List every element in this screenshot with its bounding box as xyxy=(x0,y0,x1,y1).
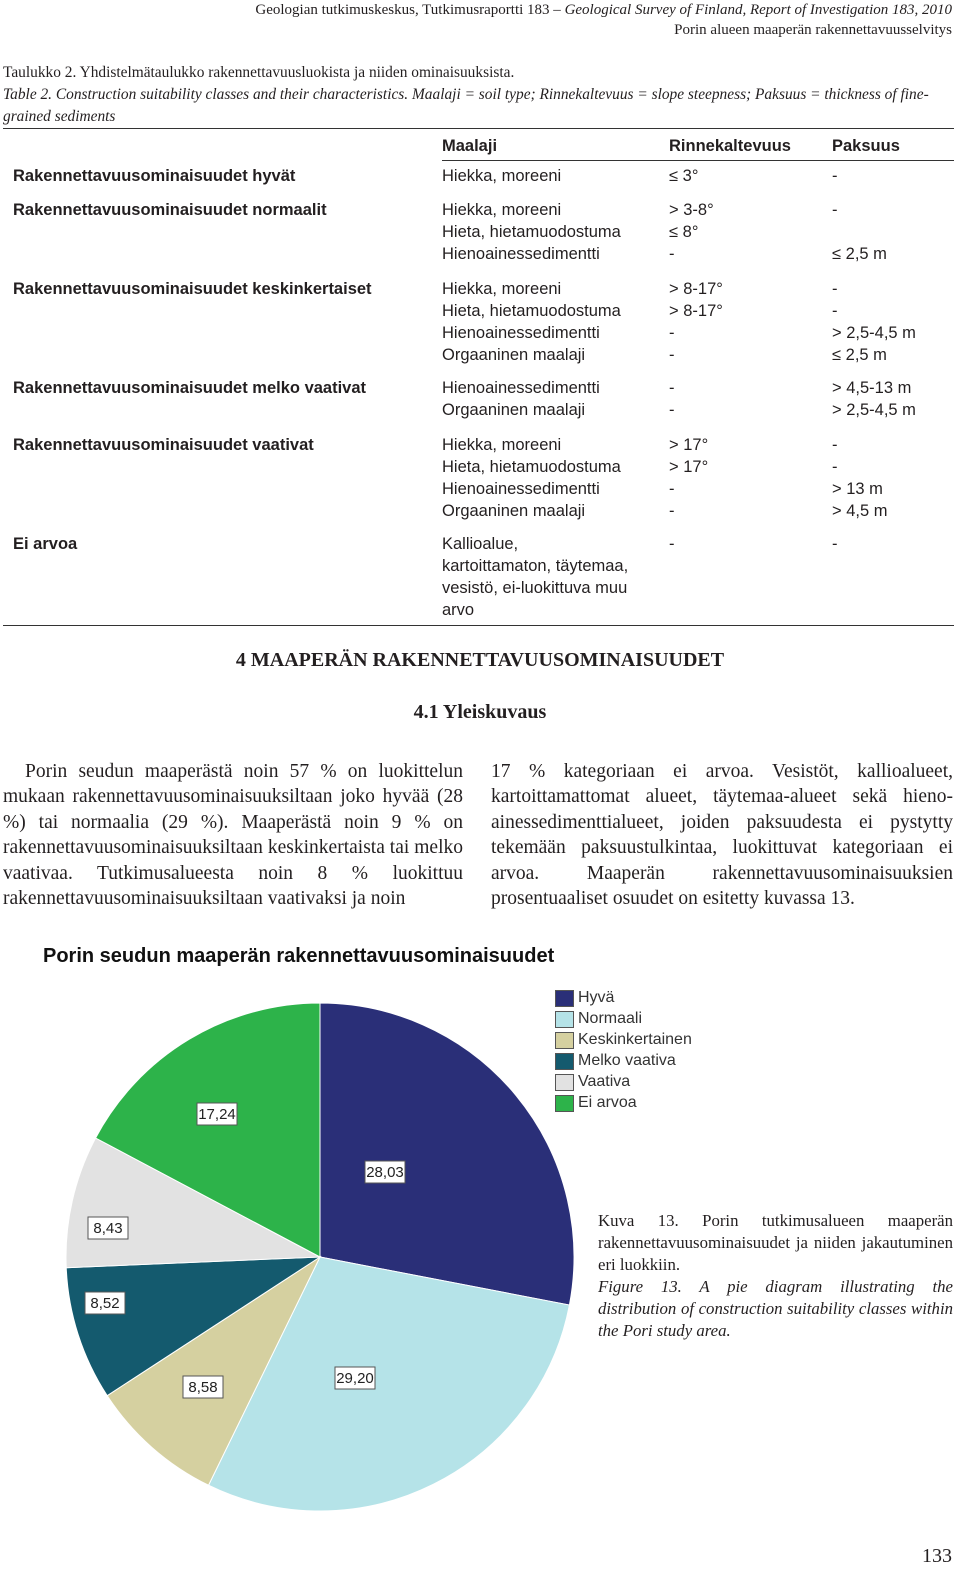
table-cell-soil: Kallioalue, kartoittamaton, täytemaa, vesistö, ei-luokittuva muu arvo xyxy=(442,535,629,619)
pie-data-label xyxy=(197,1103,237,1125)
figure-caption-en: Figure 13. A pie diagram illustrating the distribution of construction suitability classes within the Pori study area. xyxy=(598,1277,953,1340)
pie-data-label-text: 17,24 xyxy=(198,1106,236,1123)
table-cell-soil: Hieta, hietamuodostuma xyxy=(442,458,621,476)
table-class-label: Rakennettavuusominaisuudet normaalit xyxy=(13,201,327,219)
table-cell-slope: - xyxy=(669,324,675,342)
legend-swatch xyxy=(555,990,574,1007)
pie-data-label-text: 8,43 xyxy=(93,1220,123,1237)
section-title: 4 MAAPERÄN RAKENNETTAVUUSOMINAISUUDET xyxy=(235,649,725,671)
table-cell-slope: - xyxy=(669,379,675,397)
table-cell-soil: Hiekka, moreeni xyxy=(442,280,562,298)
table-cell-slope: - xyxy=(669,535,675,553)
figure-caption-fi: Kuva 13. Porin tutkimusalueen maaperän rakennettavuusominaisuudet ja niiden jakautuminen eri luokkiin. xyxy=(598,1211,953,1274)
table-class-label: Ei arvoa xyxy=(13,535,78,553)
subsection-title: 4.1 Yleiskuvaus xyxy=(413,701,547,723)
legend-label: Hyvä xyxy=(578,989,615,1006)
header-rule xyxy=(442,160,954,161)
table-cell-slope: ≤ 8° xyxy=(669,223,699,241)
running-head-title: Porin alueen maaperän rakennettavuusselvitys xyxy=(674,22,952,38)
legend-swatch xyxy=(555,1011,574,1028)
legend-swatch xyxy=(555,1053,574,1070)
legend-label: Ei arvoa xyxy=(578,1094,637,1111)
table-cell-thickness: - xyxy=(832,201,838,219)
table-header-slope: Rinnekaltevuus xyxy=(669,137,791,155)
table-cell-slope: > 8-17° xyxy=(669,302,723,320)
table-cell-slope: > 3-8° xyxy=(669,201,714,219)
pie-data-label xyxy=(365,1161,405,1183)
legend-label: Normaali xyxy=(578,1010,643,1027)
table-cell-slope: > 17° xyxy=(669,436,709,454)
body-text-right: 17 % kategoriaan ei arvoa. Vesistöt, kallioalueet, kartoittamattomat alueet, täytemaa-alueet sekä hieno-ainessedimenttialueet, joiden paksuudesta ei pystytty tekemään paksuustulkintaa, luokittuvat kategoriaan ei arvoa. Maaperän rakennettavuusominaisuuksien prosentuaaliset osuudet on esitetty kuvassa 13. xyxy=(491,761,953,910)
table-cell-slope: - xyxy=(669,245,675,263)
legend-label: Keskinkertainen xyxy=(578,1031,692,1048)
table-cell-slope: - xyxy=(669,401,675,419)
legend-swatch xyxy=(555,1095,574,1112)
figure-caption xyxy=(598,1210,953,1342)
table-class-label: Rakennettavuusominaisuudet melko vaativat xyxy=(13,379,367,397)
page-number: 133 xyxy=(922,1545,952,1567)
table-cell-soil: Orgaaninen maalaji xyxy=(442,401,586,419)
table-cell-soil: Hiekka, moreeni xyxy=(442,167,562,185)
table-cell-soil: Hienoainessedimentti xyxy=(442,379,600,397)
table-cell-thickness: ≤ 2,5 m xyxy=(832,346,887,364)
table-cell-thickness: > 13 m xyxy=(832,480,883,498)
table-header-thickness: Paksuus xyxy=(832,137,900,155)
table-cell-thickness: > 2,5-4,5 m xyxy=(832,401,916,419)
table-cell-soil: Hieta, hietamuodostuma xyxy=(442,223,621,241)
table-caption xyxy=(3,62,953,128)
table-cell-thickness: > 4,5 m xyxy=(832,502,888,520)
table-cell-thickness: > 2,5-4,5 m xyxy=(832,324,916,342)
table-class-label: Rakennettavuusominaisuudet vaativat xyxy=(13,436,314,454)
table-class-label: Rakennettavuusominaisuudet keskinkertaiset xyxy=(13,280,372,298)
table-cell-soil: Hienoainessedimentti xyxy=(442,480,600,498)
table-cell-soil: Hiekka, moreeni xyxy=(442,436,562,454)
running-head-publisher: Geologian tutkimuskeskus, Tutkimusraportti 183 – xyxy=(255,2,565,18)
table-cell-thickness: - xyxy=(832,302,838,320)
running-head-series: Geological Survey of Finland, Report of Investigation 183, 2010 xyxy=(564,2,952,18)
table-cell-soil: Hiekka, moreeni xyxy=(442,201,562,219)
table-cell-soil: Hienoainessedimentti xyxy=(442,324,600,342)
pie-data-label xyxy=(183,1376,223,1398)
pie-data-label xyxy=(88,1217,128,1239)
table-cell-thickness: - xyxy=(832,280,838,298)
table-caption-fi: Taulukko 2. Yhdistelmätaulukko rakennettavuusluokista ja niiden ominaisuuksista. xyxy=(3,64,515,81)
table-header-soil: Maalaji xyxy=(442,137,498,155)
pie-data-label xyxy=(85,1292,125,1314)
body-text-left: Porin seudun maaperästä noin 57 % on luokittelun mukaan rakennettavuusominaisuuksiltaan joko hyvää (28 %) tai normaalia (29 %). Maaperästä noin 9 % on rakennettavuusominaisuuksiltaan keskinkertaista tai melko vaativaa. Tutkimusalueesta noin 8 % luokittuu rakennettavuusominaisuuksiltaan vaativaksi ja noin xyxy=(3,761,463,910)
table-cell-thickness: - xyxy=(832,535,838,553)
pie-data-label-text: 8,52 xyxy=(90,1295,120,1312)
running-head xyxy=(255,0,952,40)
legend-swatch xyxy=(555,1074,574,1091)
table-cell-slope: > 17° xyxy=(669,458,709,476)
table-cell-thickness: - xyxy=(832,436,838,454)
table-class-label: Rakennettavuusominaisuudet hyvät xyxy=(13,167,296,185)
pie-data-label xyxy=(335,1367,375,1389)
chart-title: Porin seudun maaperän rakennettavuusominaisuudet xyxy=(43,945,555,967)
table-cell-soil: Hieta, hietamuodostuma xyxy=(442,302,621,320)
table-cell-slope: - xyxy=(669,502,675,520)
pie-slice-hyvä xyxy=(320,1003,574,1305)
table-cell-soil: Orgaaninen maalaji xyxy=(442,502,586,520)
table-cell-slope: ≤ 3° xyxy=(669,167,699,185)
legend-label: Vaativa xyxy=(578,1073,631,1090)
table-cell-slope: - xyxy=(669,346,675,364)
table-cell-soil: Orgaaninen maalaji xyxy=(442,346,586,364)
table-cell-thickness: ≤ 2,5 m xyxy=(832,245,887,263)
table-cell-soil: Hienoainessedimentti xyxy=(442,245,600,263)
suitability-table xyxy=(3,128,954,626)
pie-data-label-text: 8,58 xyxy=(188,1379,218,1396)
pie-data-label-text: 29,20 xyxy=(336,1370,374,1387)
pie-data-label-text: 28,03 xyxy=(366,1164,404,1181)
table-cell-slope: > 8-17° xyxy=(669,280,723,298)
table-cell-thickness: - xyxy=(832,167,838,185)
legend-label: Melko vaativa xyxy=(578,1052,676,1069)
table-cell-slope: - xyxy=(669,480,675,498)
legend-swatch xyxy=(555,1032,574,1049)
table-cell-thickness: > 4,5-13 m xyxy=(832,379,912,397)
table-caption-en: Table 2. Construction suitability classes and their characteristics. Maalaji = soil type; Rinnekaltevuus = slope steepness; Paksuus = thickness of fine-grained sediments xyxy=(3,86,929,125)
table-cell-thickness: - xyxy=(832,458,838,476)
